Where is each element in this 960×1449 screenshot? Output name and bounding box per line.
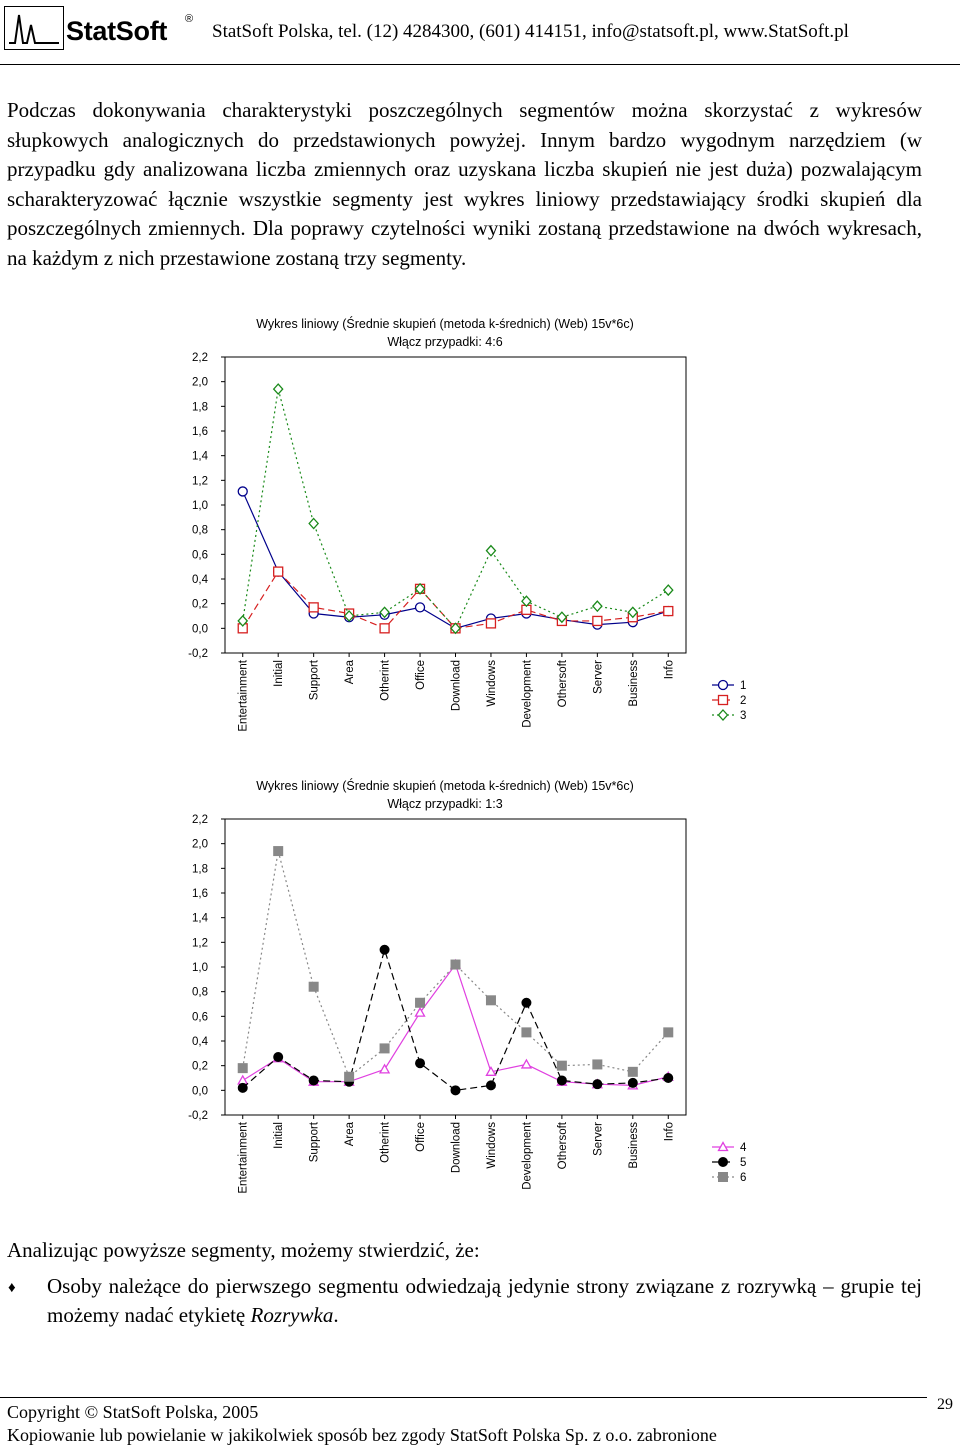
chart-subtitle: Włącz przypadki: 4:6	[387, 335, 503, 349]
series-4-point	[380, 1065, 389, 1073]
series-line-3	[243, 389, 669, 628]
series-6-point	[309, 982, 318, 991]
x-tick-label-windows: Windows	[485, 1122, 498, 1169]
series-5-point	[274, 1053, 283, 1062]
series-5-point	[557, 1076, 566, 1085]
y-tick-label: 0,6	[192, 1011, 208, 1024]
y-tick-label: 1,6	[192, 426, 208, 438]
x-tick-label-info: Info	[663, 660, 676, 680]
logo-wordmark: StatSoft	[66, 16, 168, 46]
legend-marker-3	[719, 710, 728, 720]
x-tick-label-entertainment: Entertainment	[237, 1122, 250, 1194]
y-tick-label: 0,8	[192, 524, 208, 537]
series-5-point	[486, 1081, 495, 1090]
x-tick-label-area: Area	[344, 1122, 357, 1147]
series-line-2	[243, 572, 669, 629]
line-chart-2	[0, 772, 960, 1212]
summary-intro: Analizując powyższe segmenty, możemy stwierdzić, że:	[7, 1238, 480, 1262]
x-tick-label-server: Server	[592, 1122, 605, 1156]
x-tick-label-server: Server	[592, 660, 605, 694]
series-6-point	[486, 996, 495, 1005]
series-6-point	[238, 1064, 247, 1073]
series-5-point	[628, 1078, 637, 1087]
y-tick-label: 1,8	[192, 401, 208, 414]
series-4-point	[522, 1060, 531, 1068]
y-tick-label: 0,0	[192, 1085, 208, 1098]
series-6-point	[416, 998, 425, 1007]
series-6-point	[274, 847, 283, 856]
line-chart-2-svg	[0, 772, 960, 1212]
legend-label-1: 1	[740, 680, 747, 692]
x-tick-label-area: Area	[344, 660, 357, 685]
legend-marker-5	[719, 1158, 728, 1167]
y-tick-label: 1,6	[192, 888, 208, 900]
series-3-point	[486, 546, 495, 556]
x-tick-label-support: Support	[308, 660, 321, 701]
header-contact: StatSoft Polska, tel. (12) 4284300, (601) 414151, info@statsoft.pl, www.StatSoft.pl	[212, 21, 849, 42]
x-tick-label-entertainment: Entertainment	[237, 660, 250, 732]
bullet-item	[47, 1272, 922, 1330]
x-tick-label-download: Download	[450, 660, 463, 712]
legend-marker-2	[719, 696, 728, 705]
x-tick-label-support: Support	[308, 1122, 321, 1163]
series-5-point	[380, 945, 389, 954]
line-chart-1	[0, 310, 960, 750]
series-2-point	[664, 607, 673, 616]
series-1-point	[416, 603, 425, 612]
chart-title: Wykres liniowy (Średnie skupień (metoda k-średnich) (Web) 15v*6c)	[256, 317, 634, 331]
chart-subtitle: Włącz przypadki: 1:3	[387, 797, 503, 811]
legend-label-6: 6	[740, 1172, 747, 1184]
y-tick-label: 1,4	[192, 450, 208, 463]
y-tick-label: 2,2	[192, 352, 208, 364]
x-tick-label-download: Download	[450, 1122, 463, 1174]
diamond-bullet-icon: ♦	[8, 1280, 16, 1296]
series-2-point	[486, 619, 495, 628]
series-3-point	[593, 601, 602, 611]
series-4-point	[238, 1076, 247, 1084]
x-tick-label-office: Office	[415, 1122, 428, 1152]
footer-divider	[0, 1397, 927, 1398]
series-2-point	[380, 624, 389, 633]
x-tick-label-office: Office	[415, 660, 428, 690]
x-tick-label-otherint: Otherint	[379, 660, 392, 701]
series-6-point	[628, 1067, 637, 1076]
y-tick-label: 0,6	[192, 549, 208, 562]
y-tick-label: 0,2	[192, 598, 208, 611]
x-tick-label-windows: Windows	[485, 660, 498, 707]
statsoft-logo-icon	[4, 6, 64, 50]
series-6-point	[557, 1061, 566, 1070]
series-6-point	[451, 960, 460, 969]
chart-title: Wykres liniowy (Średnie skupień (metoda k-średnich) (Web) 15v*6c)	[256, 779, 634, 793]
series-5-point	[451, 1086, 460, 1095]
legend-marker-6	[719, 1173, 728, 1182]
footer-notice: Kopiowanie lub powielanie w jakikolwiek sposób bez zgody StatSoft Polska Sp. z o.o. zabronione	[7, 1425, 717, 1445]
legend-label-3: 3	[740, 710, 747, 722]
segment-label: Rozrywka	[250, 1303, 334, 1327]
x-tick-label-info: Info	[663, 1122, 676, 1142]
page-header	[0, 0, 960, 64]
y-tick-label: 1,0	[192, 962, 208, 974]
y-tick-label: 0,2	[192, 1060, 208, 1073]
y-tick-label: 0,0	[192, 623, 208, 636]
y-tick-label: -0,2	[188, 648, 208, 660]
y-tick-label: 1,0	[192, 500, 208, 512]
bullet-text-main: Osoby należące do pierwszego segmentu odwiedzają jedynie strony związane z rozrywką – grupie tej możemy nadać etykietę	[47, 1274, 922, 1327]
series-5-point	[593, 1080, 602, 1089]
series-3-point	[274, 384, 283, 394]
series-5-point	[416, 1059, 425, 1068]
footer-copyright: Copyright © StatSoft Polska, 2005	[7, 1402, 259, 1422]
y-tick-label: 2,0	[192, 376, 208, 389]
y-tick-label: 1,2	[192, 475, 208, 488]
x-tick-label-development: Development	[521, 660, 534, 728]
series-2-point	[309, 603, 318, 612]
x-tick-label-initial: Initial	[273, 660, 286, 687]
x-tick-label-business: Business	[627, 1122, 640, 1169]
header-divider	[0, 64, 960, 65]
series-6-point	[522, 1028, 531, 1037]
series-6-point	[593, 1060, 602, 1069]
y-tick-label: 1,8	[192, 863, 208, 876]
legend-marker-1	[719, 681, 728, 690]
page-number: 29	[937, 1396, 953, 1413]
series-1-point	[238, 487, 247, 496]
x-tick-label-otherint: Otherint	[379, 1122, 392, 1163]
y-tick-label: 1,2	[192, 937, 208, 950]
series-6-point	[380, 1044, 389, 1053]
legend-label-4: 4	[740, 1142, 747, 1154]
y-tick-label: 2,0	[192, 838, 208, 851]
series-line-1	[243, 491, 669, 628]
y-tick-label: 1,4	[192, 912, 208, 925]
x-tick-label-othersoft: Othersoft	[556, 660, 569, 708]
x-tick-label-initial: Initial	[273, 1122, 286, 1149]
series-6-point	[664, 1028, 673, 1037]
legend-label-2: 2	[740, 695, 747, 707]
series-6-point	[345, 1072, 354, 1081]
series-line-5	[243, 950, 669, 1091]
bullet-text-end: .	[333, 1303, 339, 1327]
registered-mark: ®	[185, 13, 194, 25]
y-tick-label: 0,4	[192, 1036, 208, 1048]
y-tick-label: 0,8	[192, 986, 208, 999]
series-3-point	[309, 519, 318, 529]
intro-paragraph: Podczas dokonywania charakterystyki poszczególnych segmentów można skorzystać z wykresów słupkowych analogicznych do przedstawionych powyżej. Innym bardzo wygodnym narzędziem (w przypadku gdy analizowana liczba zmiennych oraz uzyskana liczba skupień nie jest duża) pozwalającym scharakteryzować łącznie wszystkie segmenty jest wykres liniowy przedstawiający środki skupień dla poszczególnych zmiennych. Dla poprawy czytelności wyniki zostaną przedstawione na dwóch wykresach, na każdym z nich przestawione zostaną trzy segmenty.	[7, 98, 922, 270]
series-5-point	[238, 1083, 247, 1092]
series-5-point	[309, 1076, 318, 1085]
x-tick-label-business: Business	[627, 660, 640, 707]
series-2-point	[274, 567, 283, 576]
line-chart-1-svg	[0, 310, 960, 750]
x-tick-label-othersoft: Othersoft	[556, 1122, 569, 1170]
x-tick-label-development: Development	[521, 1122, 534, 1190]
series-2-point	[593, 616, 602, 625]
y-tick-label: 2,2	[192, 814, 208, 826]
legend-label-5: 5	[740, 1157, 747, 1169]
plot-frame	[225, 357, 686, 653]
series-5-point	[664, 1074, 673, 1083]
series-line-4	[243, 965, 669, 1086]
y-tick-label: 0,4	[192, 574, 208, 586]
series-5-point	[522, 998, 531, 1007]
series-3-point	[664, 585, 673, 595]
y-tick-label: -0,2	[188, 1110, 208, 1122]
